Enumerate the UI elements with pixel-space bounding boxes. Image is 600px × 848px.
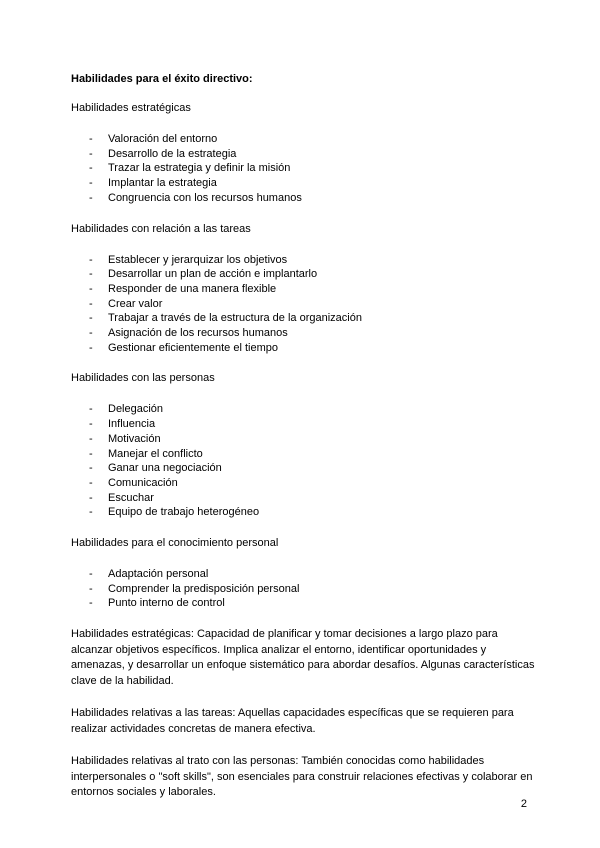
list-item [71, 253, 541, 268]
dash-marker: - [89, 177, 93, 190]
list-item [71, 596, 541, 611]
list-item-text: Gestionar eficientemente el tiempo [108, 341, 278, 354]
list-item-text: Motivación [108, 432, 161, 445]
list-item [71, 417, 541, 432]
dash-marker: - [89, 133, 93, 145]
paragraph-tareas: Habilidades relativas a las tareas: Aquellas capacidades específicas que se requieren para realizar actividades concretas de manera efectiva. [71, 707, 514, 735]
list-item-text: Trabajar a través de la estructura de la organización [108, 312, 362, 325]
list-item [71, 447, 541, 462]
list-item-text: Punto interno de control [108, 597, 225, 610]
dash-marker: - [89, 191, 93, 204]
list-item-text: Establecer y jerarquizar los objetivos [108, 253, 288, 266]
dash-marker: - [89, 297, 93, 310]
dash-marker: - [89, 253, 93, 266]
list-item [71, 341, 541, 356]
list-estrategicas [71, 132, 541, 206]
paragraph-estrategicas: Habilidades estratégicas: Capacidad de planificar y tomar decisiones a largo plazo para alcanzar objetivos específicos. Implica analizar el entorno, identificar oportunidades y amenazas, y desarrollar un enfoque sistemático para abordar desafíos. Algunas características clave de la habilidad. [71, 628, 535, 687]
list-item [71, 267, 541, 282]
list-item [71, 582, 541, 597]
page-content [71, 72, 541, 818]
list-item-text: Trazar la estrategia y definir la misión [108, 162, 291, 175]
list-tareas [71, 253, 541, 356]
dash-marker: - [89, 462, 93, 475]
dash-marker: - [89, 162, 93, 175]
list-item [71, 191, 541, 206]
document-title: Habilidades para el éxito directivo: [71, 73, 253, 85]
list-item-text: Adaptación personal [108, 568, 209, 581]
section-heading-personas: Habilidades con las personas [71, 372, 215, 385]
dash-marker: - [89, 476, 93, 489]
dash-marker: - [89, 491, 93, 504]
list-item [71, 326, 541, 341]
section-heading-tareas: Habilidades con relación a las tareas [71, 222, 251, 235]
list-item-text: Valoración del entorno [108, 133, 218, 145]
list-item-text: Influencia [108, 418, 156, 431]
list-item-text: Implantar la estrategia [108, 177, 217, 190]
list-item-text: Desarrollo de la estrategia [108, 147, 237, 160]
list-item-text: Equipo de trabajo heterogéneo [108, 506, 260, 519]
list-item [71, 476, 541, 491]
list-conocimiento-personal [71, 567, 541, 611]
list-item-text: Crear valor [108, 297, 163, 310]
dash-marker: - [89, 506, 93, 519]
list-item [71, 297, 541, 312]
list-item [71, 432, 541, 447]
dash-marker: - [89, 282, 93, 295]
dash-marker: - [89, 568, 93, 581]
list-item [71, 461, 541, 476]
list-item [71, 505, 541, 520]
dash-marker: - [89, 447, 93, 460]
list-item-text: Manejar el conflicto [108, 447, 203, 460]
paragraph-personas: Habilidades relativas al trato con las personas: También conocidas como habilidades interpersonales o "soft skills", son esenciales para construir relaciones efectivas y colaborar en entornos sociales y laborales. [71, 755, 533, 799]
list-item-text: Asignación de los recursos humanos [108, 327, 288, 340]
list-item [71, 161, 541, 176]
list-item-text: Comprender la predisposición personal [108, 582, 300, 595]
dash-marker: - [89, 312, 93, 325]
list-item-text: Responder de una manera flexible [108, 282, 277, 295]
list-item [71, 132, 541, 147]
list-item-text: Ganar una negociación [108, 462, 222, 475]
list-item-text: Comunicación [108, 476, 178, 489]
dash-marker: - [89, 268, 93, 281]
dash-marker: - [89, 147, 93, 160]
section-heading-estrategicas: Habilidades estratégicas [71, 102, 191, 114]
list-item [71, 282, 541, 297]
list-item-text: Escuchar [108, 491, 154, 504]
list-item [71, 567, 541, 582]
section-heading-conocimiento-personal: Habilidades para el conocimiento personal [71, 537, 279, 550]
list-item-text: Delegación [108, 403, 164, 416]
list-item [71, 311, 541, 326]
page-number: 2 [520, 798, 527, 810]
dash-marker: - [89, 418, 93, 431]
list-item [71, 176, 541, 191]
list-item [71, 491, 541, 506]
list-personas [71, 402, 541, 520]
dash-marker: - [89, 327, 93, 340]
list-item [71, 402, 541, 417]
dash-marker: - [89, 341, 93, 354]
dash-marker: - [89, 582, 93, 595]
dash-marker: - [89, 597, 93, 610]
dash-marker: - [89, 432, 93, 445]
list-item-text: Congruencia con los recursos humanos [108, 191, 302, 204]
list-item [71, 147, 541, 162]
dash-marker: - [89, 403, 93, 416]
list-item-text: Desarrollar un plan de acción e implantarlo [108, 268, 318, 281]
